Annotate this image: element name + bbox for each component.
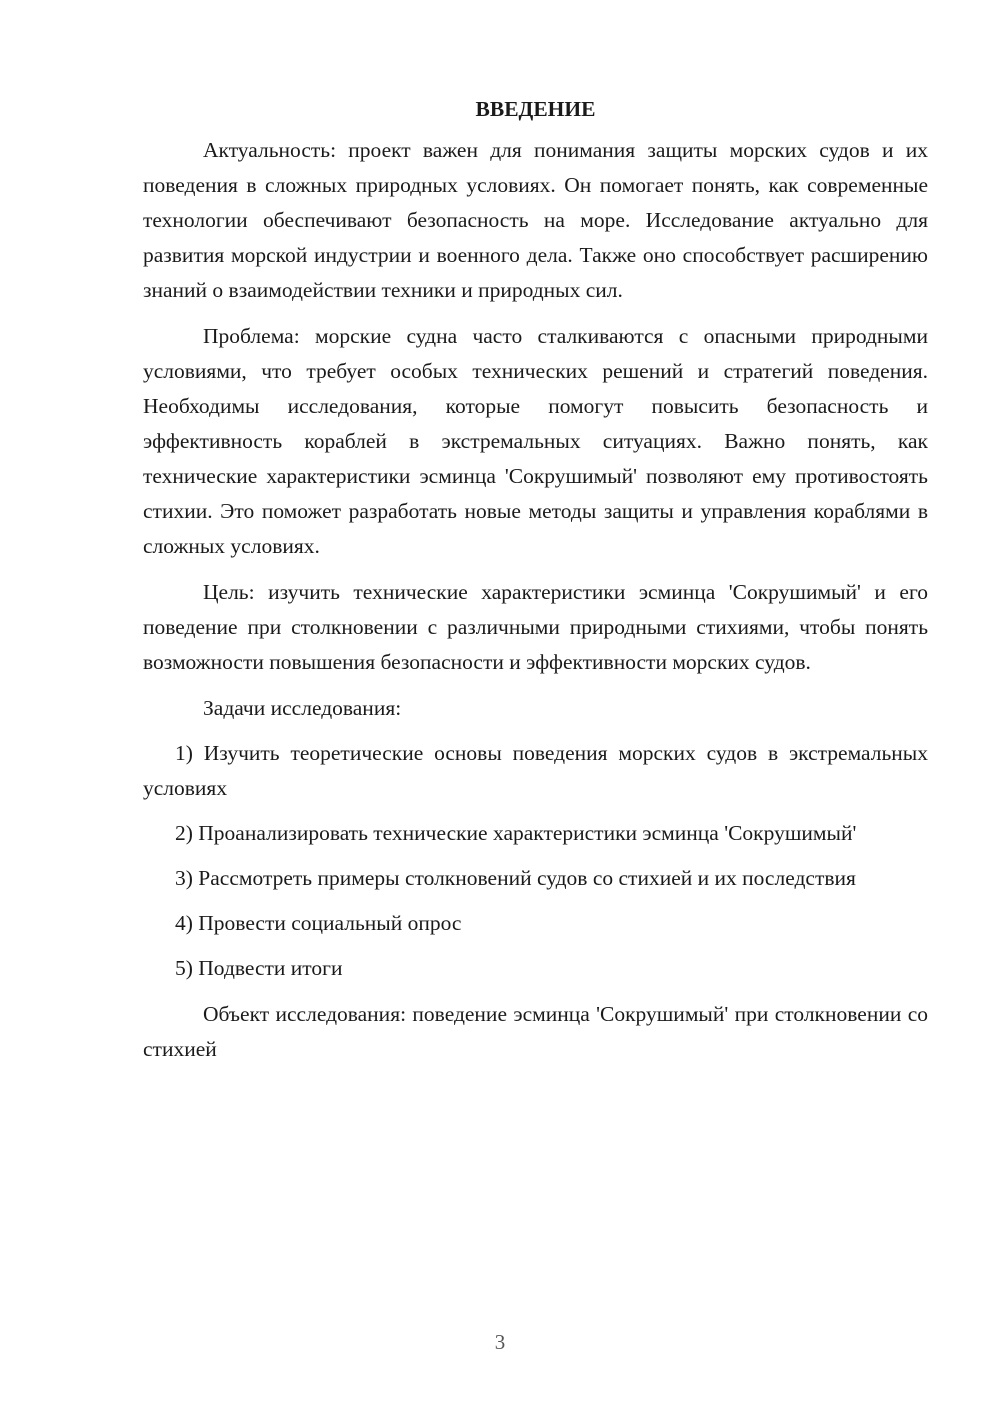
- tasks-heading: Задачи исследования:: [203, 696, 402, 720]
- page-number: 3: [494, 1330, 506, 1354]
- section-heading: ВВЕДЕНИЕ: [475, 97, 596, 121]
- tasks-list: [143, 736, 928, 986]
- task-item-5: 5) Подвести итоги: [175, 956, 343, 980]
- object-paragraph: Объект исследования: поведение эсминца 'Сокрушимый' при столкновении со стихией: [143, 1002, 928, 1061]
- task-item-4: 4) Провести социальный опрос: [175, 911, 462, 935]
- document-page: [143, 92, 928, 1067]
- task-item-3: 3) Рассмотреть примеры столкновений судов со стихией и их последствия: [175, 866, 856, 890]
- relevance-paragraph: Актуальность: проект важен для понимания защиты морских судов и их поведения в сложных природных условиях. Он помогает понять, как современные технологии обеспечивают безопасность на море. Исследование актуально для развития морской индустрии и военного дела. Также оно способствует расширению знаний о взаимодействии техники и природных сил.: [143, 138, 928, 302]
- goal-paragraph: Цель: изучить технические характеристики эсминца 'Сокрушимый' и его поведение при столкновении с различными природными стихиями, чтобы понять возможности повышения безопасности и эффективности морских судов.: [143, 580, 928, 674]
- task-item-2: 2) Проанализировать технические характеристики эсминца 'Сокрушимый': [175, 821, 857, 845]
- task-item-1: 1) Изучить теоретические основы поведения морских судов в экстремальных условиях: [143, 741, 928, 800]
- problem-paragraph: Проблема: морские судна часто сталкиваются с опасными природными условиями, что требует особых технических решений и стратегий поведения. Необходимы исследования, которые помогут повысить безопасность и эффективность кораблей в экстремальных ситуациях. Важно понять, как технические характеристики эсминца 'Сокрушимый' позволяют ему противостоять стихии. Это поможет разработать новые методы защиты и управления кораблями в сложных условиях.: [143, 324, 928, 558]
